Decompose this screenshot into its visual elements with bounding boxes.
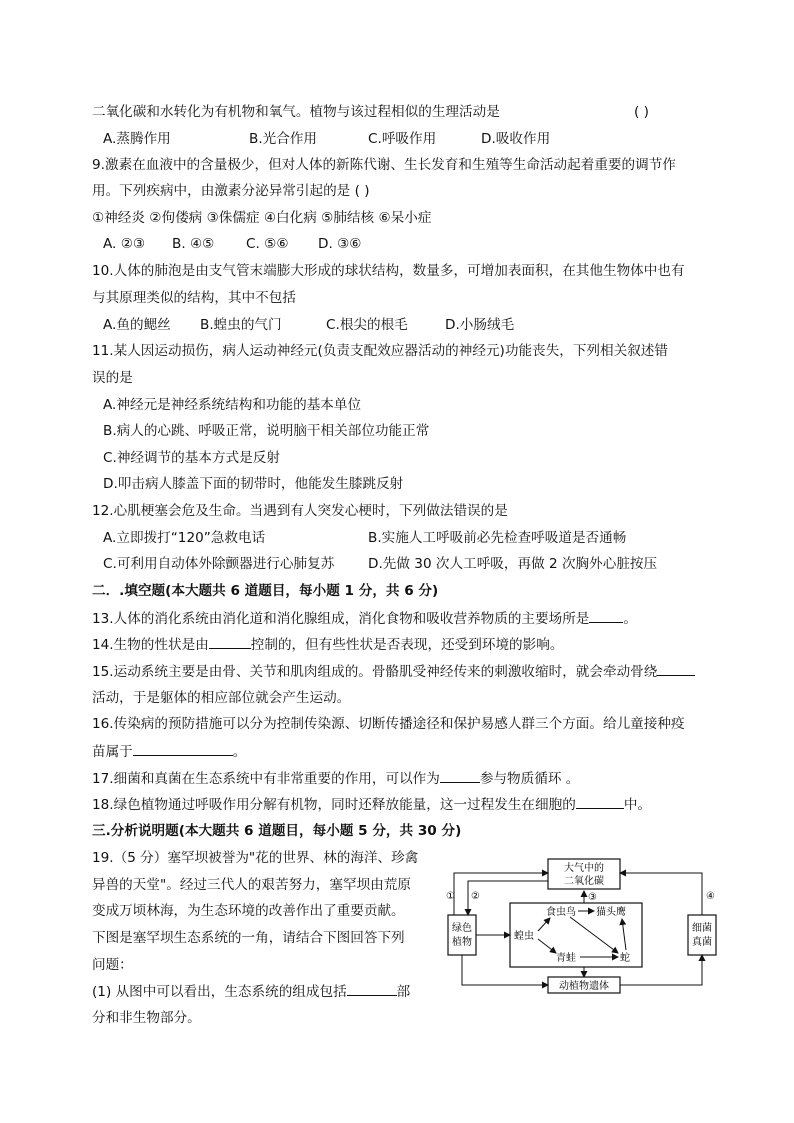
q8-stem: 二氧化碳和水转化为有机物和氧气。植物与该过程相似的生理活动是	[92, 104, 500, 120]
q19-sub1	[92, 982, 410, 1001]
section-2-heading: 二．.填空题(本大题共 6 道题目，每小题 1 分，共 6 分)	[92, 583, 439, 599]
q12-option-c: C.可利用自动体外除颤器进行心肺复苏	[103, 556, 335, 572]
q12-option-d: D.先做 30 次人工呼吸，再做 2 次胸外心脏按压	[368, 556, 658, 572]
eagle-label: 猫头鹰	[596, 907, 626, 918]
frog-label: 青蛙	[556, 953, 576, 964]
q14	[92, 635, 563, 654]
q10-option-c: C.根尖的根毛	[326, 317, 408, 333]
q8-option-d: D.吸收作用	[481, 131, 551, 147]
q11-stem-line1: 11.某人因运动损伤，病人运动神经元(负责支配效应器活动的神经元)功能丧失，下列相关叙述错	[92, 343, 668, 359]
ecosystem-diagram	[438, 853, 728, 999]
q16-line1: 16.传染病的预防措施可以分为控制传染源、切断传播途径和保护易感人群三个方面。给儿童接种疫	[92, 716, 685, 732]
q15-text: 15.运动系统主要是由骨、关节和肌肉组成的。骨骼肌受神经传来的刺激收缩时，就会牵动骨绕	[92, 664, 658, 680]
remains-label: 动植物遗体	[559, 981, 609, 992]
q19-line4: 下图是塞罕坝生态系统的一角，请结合下图回答下列	[92, 930, 405, 946]
q19-sub1-line2: 分和非生物部分。	[92, 1010, 201, 1026]
q18-text-end: 中。	[623, 797, 651, 813]
green-plants-box	[448, 915, 476, 955]
bacteria-label-line2: 真菌	[692, 937, 712, 948]
q19-sub1-text: (1) 从图中可以看出，生态系统的组成包括	[92, 984, 347, 1000]
q8-option-c: C.呼吸作用	[368, 131, 437, 147]
q19-sub1-answer-blank[interactable]	[347, 982, 397, 996]
q8-answer-paren: ( )	[634, 104, 649, 120]
label-2: ②	[471, 891, 480, 902]
q10-option-a: A.鱼的鳃丝	[103, 317, 171, 333]
q19-line3: 变成万顷林海，为生态环境的改善作出了重要贡献。	[92, 903, 405, 919]
q12-stem: 12.心肌梗塞会危及生命。当遇到有人突发心梗时，下列做法错误的是	[92, 503, 508, 519]
plant-label-line2: 植物	[452, 937, 472, 948]
q19-sub1-text-end: 部	[396, 984, 411, 1000]
q17-answer-blank[interactable]	[440, 769, 480, 783]
label-4: ④	[706, 891, 715, 902]
q11-option-a: A.神经元是神经系统结构和功能的基本单位	[103, 397, 362, 413]
q14-text-end: 控制的，但有些性状是否表现，还受到环境的影响。	[250, 637, 564, 653]
q13-answer-blank[interactable]	[589, 609, 623, 623]
q10-option-d: D.小肠绒毛	[445, 317, 515, 333]
q14-text: 14.生物的性状是由	[92, 637, 209, 653]
q16-line2	[92, 742, 246, 761]
q13-text: 13.人体的消化系统由消化道和消化腺组成，消化食物和吸收营养物质的主要场所是	[92, 611, 590, 627]
q9-stem-line1: 9.激素在血液中的含量极少，但对人体的新陈代谢、生长发育和生殖等生命活动起着重要的调节作	[92, 157, 676, 173]
q17-text: 17.细菌和真菌在生态系统中有非常重要的作用，可以作为	[92, 771, 440, 787]
q18-text: 18.绿色植物通过呼吸作用分解有机物，同时还释放能量，这一过程发生在细胞的	[92, 797, 576, 813]
q15-line1	[92, 662, 695, 681]
q9-option-a: A. ②③	[103, 236, 146, 252]
q12-option-a: A.立即拨打“120”急救电话	[103, 530, 266, 546]
q11-option-d: D.叩击病人膝盖下面的韧带时，他能发生膝跳反射	[103, 476, 404, 492]
q11-option-b: B.病人的心跳、呼吸正常，说明脑干相关部位功能正常	[103, 423, 430, 439]
q10-stem-line2: 与其原理类似的结构，其中不包括	[92, 290, 296, 306]
co2-label-line1: 大气中的	[564, 863, 604, 874]
q13-text-end: 。	[623, 611, 637, 627]
q19-line1: 19.（5 分）塞罕坝被誉为"花的世界、林的海洋、珍禽	[92, 850, 419, 866]
q18	[92, 795, 651, 814]
q13	[92, 609, 637, 628]
q14-answer-blank[interactable]	[209, 635, 251, 649]
q15-answer-blank[interactable]	[657, 662, 695, 676]
q9-stem-line2: 用。下列疾病中，由激素分泌异常引起的是 ( )	[92, 183, 370, 199]
q16-text: 苗属于	[92, 744, 133, 760]
snake-label: 蛇	[620, 953, 630, 964]
q8-option-a: A.蒸腾作用	[103, 131, 171, 147]
q9-option-d: D. ③⑥	[318, 236, 362, 252]
label-1: ①	[446, 891, 455, 902]
q12-option-b: B.实施人工呼吸前必先检查呼吸道是否通畅	[368, 530, 627, 546]
q11-option-c: C.神经调节的基本方式是反射	[103, 450, 280, 466]
q9-option-b: B. ④⑤	[172, 236, 215, 252]
q17	[92, 769, 579, 788]
locust-label: 蝗虫	[514, 931, 534, 942]
q10-option-b: B.蝗虫的气门	[200, 317, 282, 333]
bacteria-label-line1: 细菌	[692, 923, 712, 934]
q16-text-end: 。	[232, 744, 247, 760]
bird-label: 食虫鸟	[546, 907, 576, 918]
q9-items: ①神经炎 ②佝偻病 ③侏儒症 ④白化病 ⑤肺结核 ⑥呆小症	[92, 210, 432, 226]
label-3: ③	[588, 892, 597, 903]
q16-answer-blank[interactable]	[133, 742, 233, 756]
section-3-heading: 三.分析说明题(本大题共 6 道题目，每小题 5 分，共 30 分)	[92, 823, 462, 839]
q18-answer-blank[interactable]	[576, 795, 624, 809]
q15-line2: 活动，于是躯体的相应部位就会产生运动。	[92, 690, 351, 706]
q10-stem-line1: 10.人体的肺泡是由支气管末端膨大形成的球状结构，数量多，可增加表面积，在其他生物体中也有	[92, 263, 685, 279]
q17-text-end: 参与物质循环 。	[479, 771, 580, 787]
q19-line2: 异兽的天堂"。经过三代人的艰苦努力，塞罕坝由荒原	[92, 877, 411, 893]
q19-line5: 问题：	[92, 957, 133, 973]
bacteria-fungi-box	[688, 915, 716, 955]
q9-option-c: C. ⑤⑥	[246, 236, 289, 252]
q8-option-b: B.光合作用	[249, 131, 318, 147]
q11-stem-line2: 误的是	[92, 370, 133, 386]
plant-label-line1: 绿色	[452, 923, 472, 934]
co2-label-line2: 二氧化碳	[564, 876, 604, 887]
